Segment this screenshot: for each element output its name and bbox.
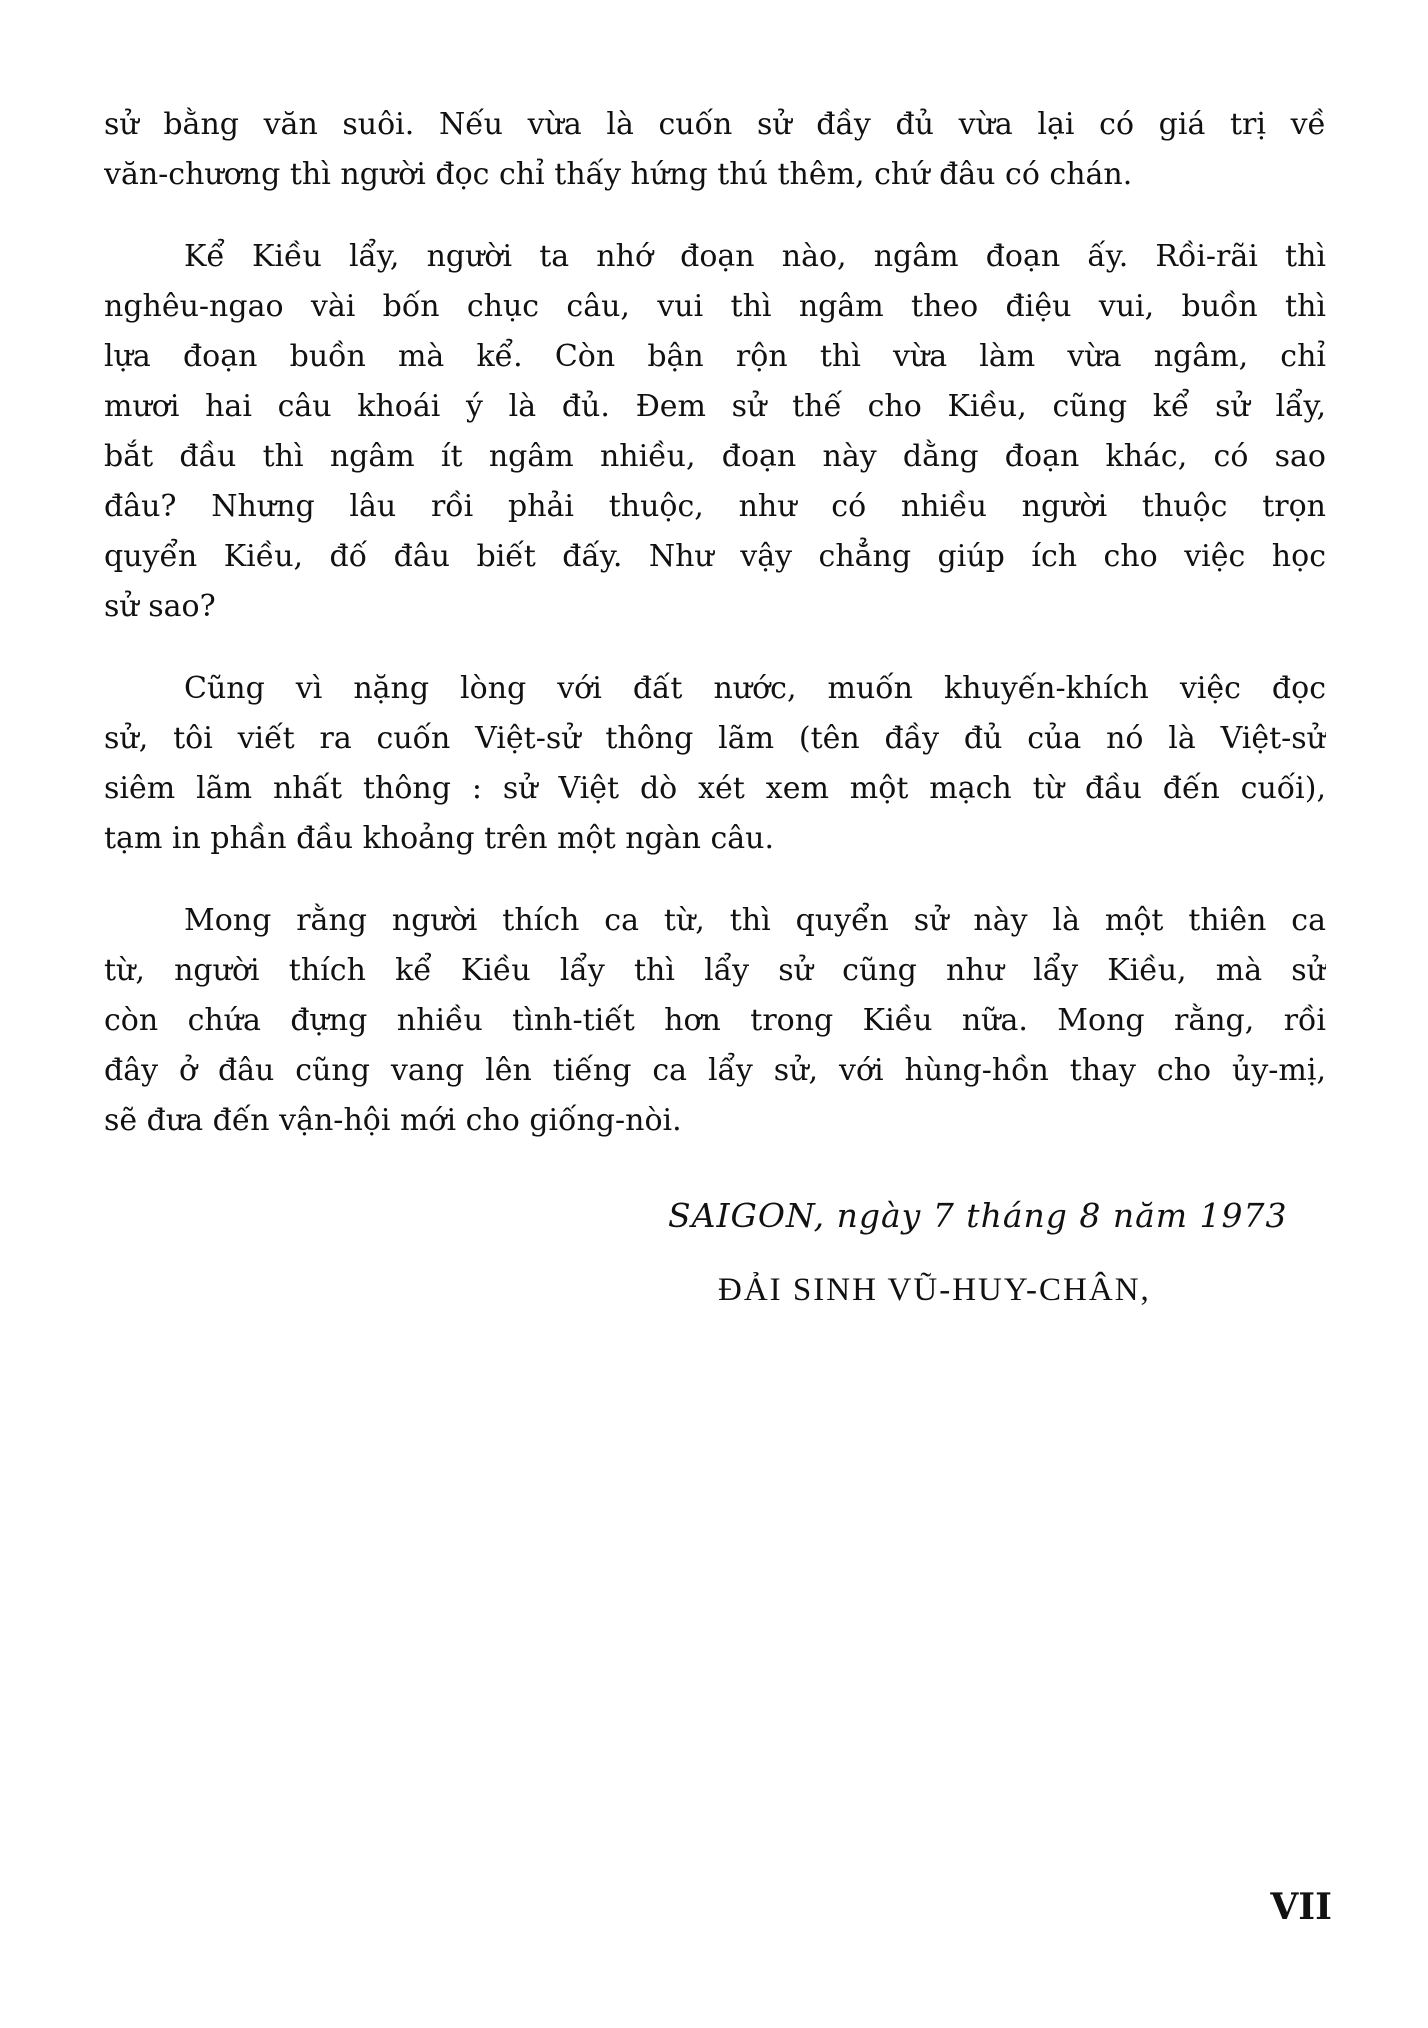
paragraph-gap — [104, 632, 1326, 664]
paragraph-3 — [104, 664, 1326, 864]
text-line: từ, người thích kể Kiều lẩy thì lẩy sử cũng như lẩy Kiều, mà sử — [104, 953, 1326, 988]
dateline: SAIGON, ngày 7 tháng 8 năm 1973 — [668, 1196, 1288, 1235]
text-line: mươi hai câu khoái ý là đủ. Đem sử thế cho Kiều, cũng kể sử lẩy, — [104, 389, 1326, 424]
text-line: đây ở đâu cũng vang lên tiếng ca lẩy sử, với hùng-hồn thay cho ủy-mị, — [104, 1053, 1326, 1088]
text-line: sử bằng văn suôi. Nếu vừa là cuốn sử đầy đủ vừa lại có giá trị về — [104, 107, 1326, 142]
text-line: Kể Kiều lẩy, người ta nhớ đoạn nào, ngâm đoạn ấy. Rồi-rãi thì — [184, 239, 1326, 274]
text-line: sẽ đưa đến vận-hội mới cho giống-nòi. — [104, 1103, 682, 1138]
text-line: Cũng vì nặng lòng với đất nước, muốn khuyến-khích việc đọc — [184, 671, 1326, 706]
text-line: siêm lãm nhất thông : sử Việt dò xét xem một mạch từ đầu đến cuối), — [104, 771, 1326, 806]
text-line: nghêu-ngao vài bốn chục câu, vui thì ngâm theo điệu vui, buồn thì — [104, 289, 1326, 324]
paragraph-gap — [104, 200, 1326, 232]
paragraph-1 — [104, 100, 1326, 200]
page-number: VII — [1270, 1886, 1332, 1928]
paragraph-4 — [104, 896, 1326, 1146]
text-line: tạm in phần đầu khoảng trên một ngàn câu. — [104, 821, 775, 856]
paragraph-gap — [104, 864, 1326, 896]
text-line: sử, tôi viết ra cuốn Việt-sử thông lãm (tên đầy đủ của nó là Việt-sử — [104, 721, 1326, 756]
text-line: đâu? Nhưng lâu rồi phải thuộc, như có nhiều người thuộc trọn — [104, 489, 1326, 524]
text-line: văn-chương thì người đọc chỉ thấy hứng thú thêm, chứ đâu có chán. — [104, 157, 1133, 192]
paragraph-2 — [104, 232, 1326, 632]
text-line: lựa đoạn buồn mà kể. Còn bận rộn thì vừa làm vừa ngâm, chỉ — [104, 339, 1326, 374]
text-line: sử sao? — [104, 589, 216, 624]
text-line: còn chứa đựng nhiều tình-tiết hơn trong Kiều nữa. Mong rằng, rồi — [104, 1003, 1326, 1038]
author-signature: ĐẢI SINH VŨ-HUY-CHÂN, — [718, 1272, 1151, 1308]
body-text — [104, 100, 1326, 1146]
text-line: quyển Kiều, đố đâu biết đấy. Như vậy chẳng giúp ích cho việc học — [104, 539, 1326, 574]
text-line: bắt đầu thì ngâm ít ngâm nhiều, đoạn này dằng đoạn khác, có sao — [104, 439, 1326, 474]
text-line: Mong rằng người thích ca từ, thì quyển sử này là một thiên ca — [184, 903, 1326, 938]
